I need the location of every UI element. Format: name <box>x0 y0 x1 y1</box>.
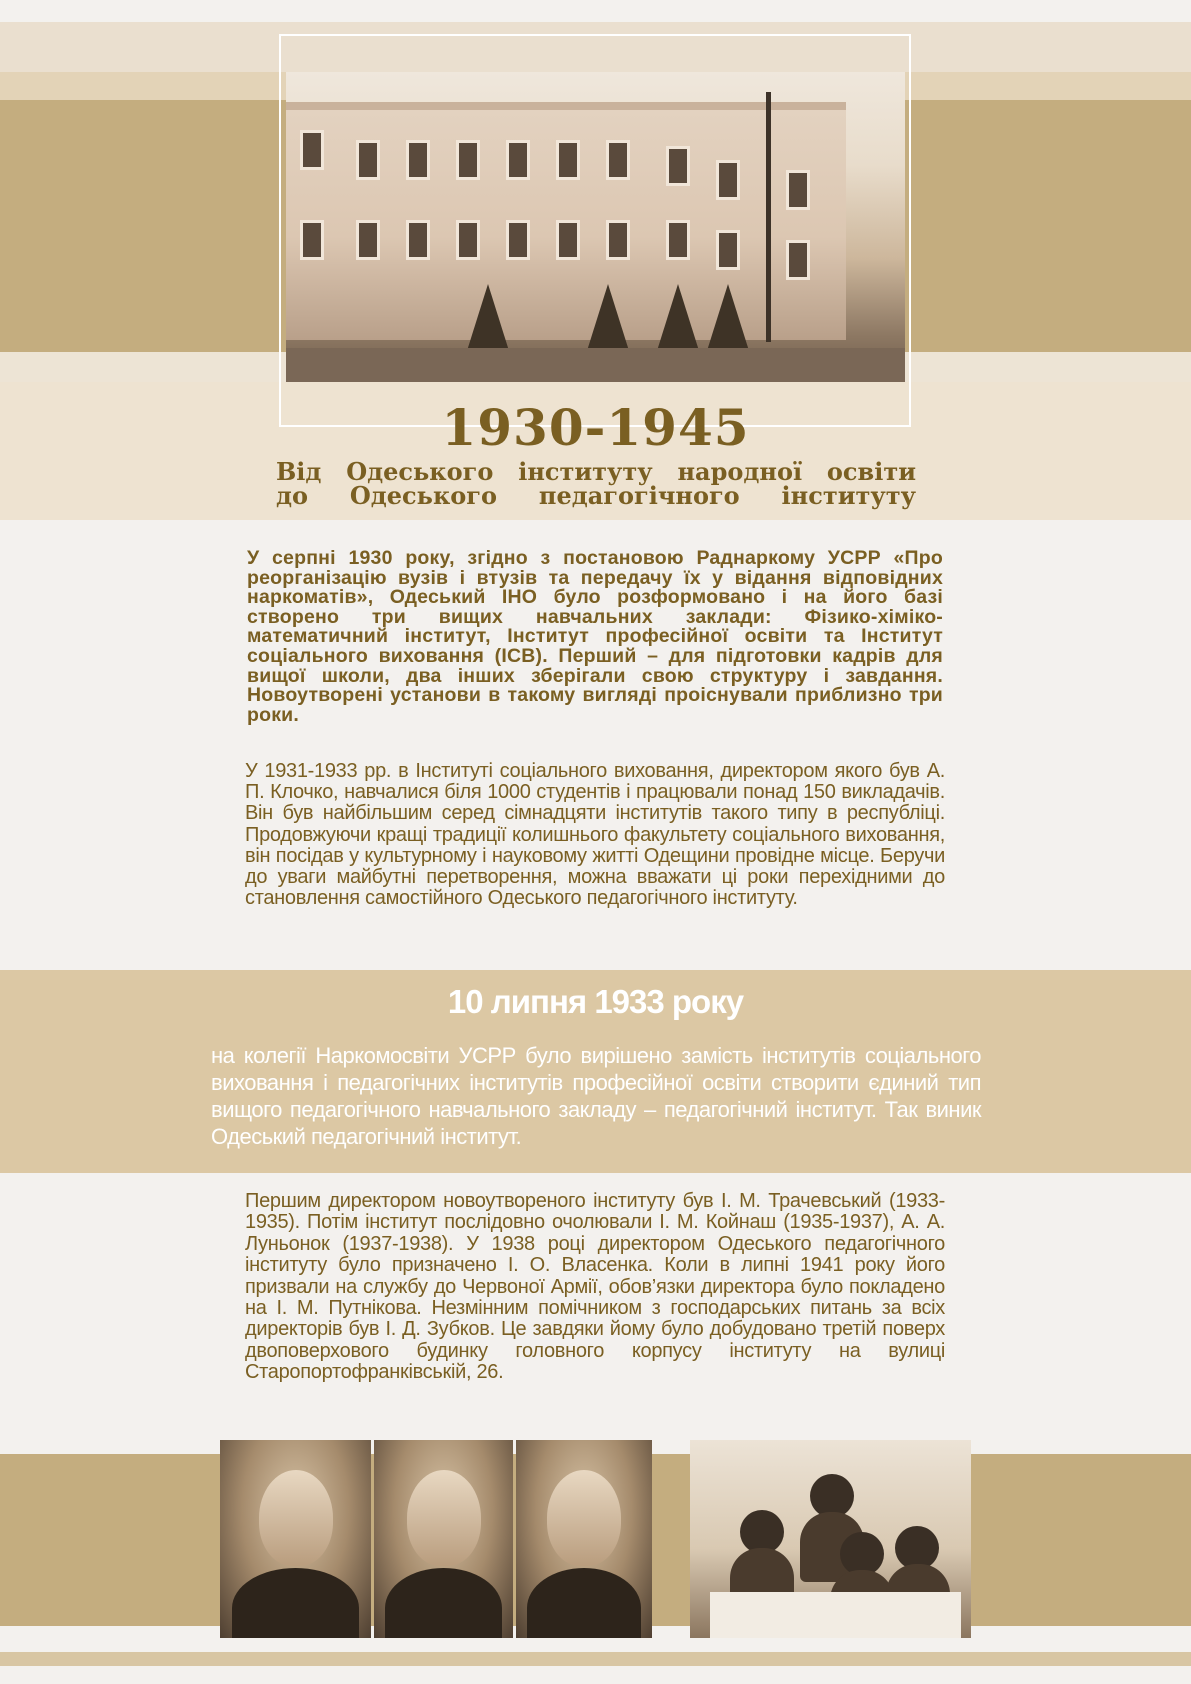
subtitle-line-1: Від Одеського інституту народної освіти <box>276 457 916 486</box>
portrait-photo-1 <box>220 1440 371 1638</box>
portrait-photo-3 <box>516 1440 652 1638</box>
intro-paragraph: У серпні 1930 року, згідно з постановою Раднаркому УСРР «Про реорганізацію вузів і втузів та передачу їх у відання відповідних наркоматів», Одеський ІНО було розформовано і на його базі створено три вищих навчальних заклади: Фізико-хіміко-математичний інститут, Інститут професійної освіти та Інститут соціального виховання (ІСВ). Перший – для підготовки кадрів для вищої школи, два інших зберігали свою структуру і завдання. Новоутворені установи в такому вигляді проіснували приблизно три роки. <box>247 547 943 726</box>
photo-frame <box>279 34 911 427</box>
footer-band <box>0 1652 1191 1666</box>
paragraph-social-education: У 1931-1933 рр. в Інституті соціального виховання, директором якого був А. П. Клочко, навчалися біля 1000 студентів і працювали понад 150 викладачів. Він був найбільшим серед сімнадцяти інститутів такого типу в республіці. Продовжуючи кращі традиції колишнього факультету соціального виховання, він посідав у культурному і науковому житті Одещини провідне місце. Беручи до уваги майбутні перетворення, можна вважати ці роки перехідними до становлення самостійного Одеського педагогічного інституту. <box>245 760 945 910</box>
paragraph-directors: Першим директором новоутвореного інституту був І. М. Трачевський (1933-1935). Потім інститут послідовно очолювали І. М. Койнаш (1935-1937), А. А. Луньонок (1937-1938). У 1938 році директором Одеського педагогічного інституту було призначено І. О. Власенка. Коли в липні 1941 року його призвали на службу до Червоної Армії, обов’язки директора було покладено на І. М. Путнікова. Незмінним помічником з господарських питань за всіх директорів був І. Д. Зубков. Це завдяки йому було добудовано третій поверх двоповерхового будинку головного корпусу інституту на вулиці Старопортофранківській, 26. <box>245 1190 945 1384</box>
portrait-photo-2 <box>374 1440 513 1638</box>
highlight-date: 10 липня 1933 року <box>447 983 744 1020</box>
subtitle-line-2: до Одеського педагогічного інституту <box>276 481 916 510</box>
period-title: 1930-1945 <box>441 398 750 457</box>
period-subtitle <box>276 457 916 510</box>
group-photo <box>690 1440 971 1638</box>
highlight-text: на колегії Наркомосвіти УСРР було вирішено замість інститутів соціального виховання і педагогічних інститутів професійної освіти створити єдиний тип вищого педагогічного навчального закладу – педагогічний інститут. Так виник Одеський педагогічний інститут. <box>211 1043 981 1149</box>
